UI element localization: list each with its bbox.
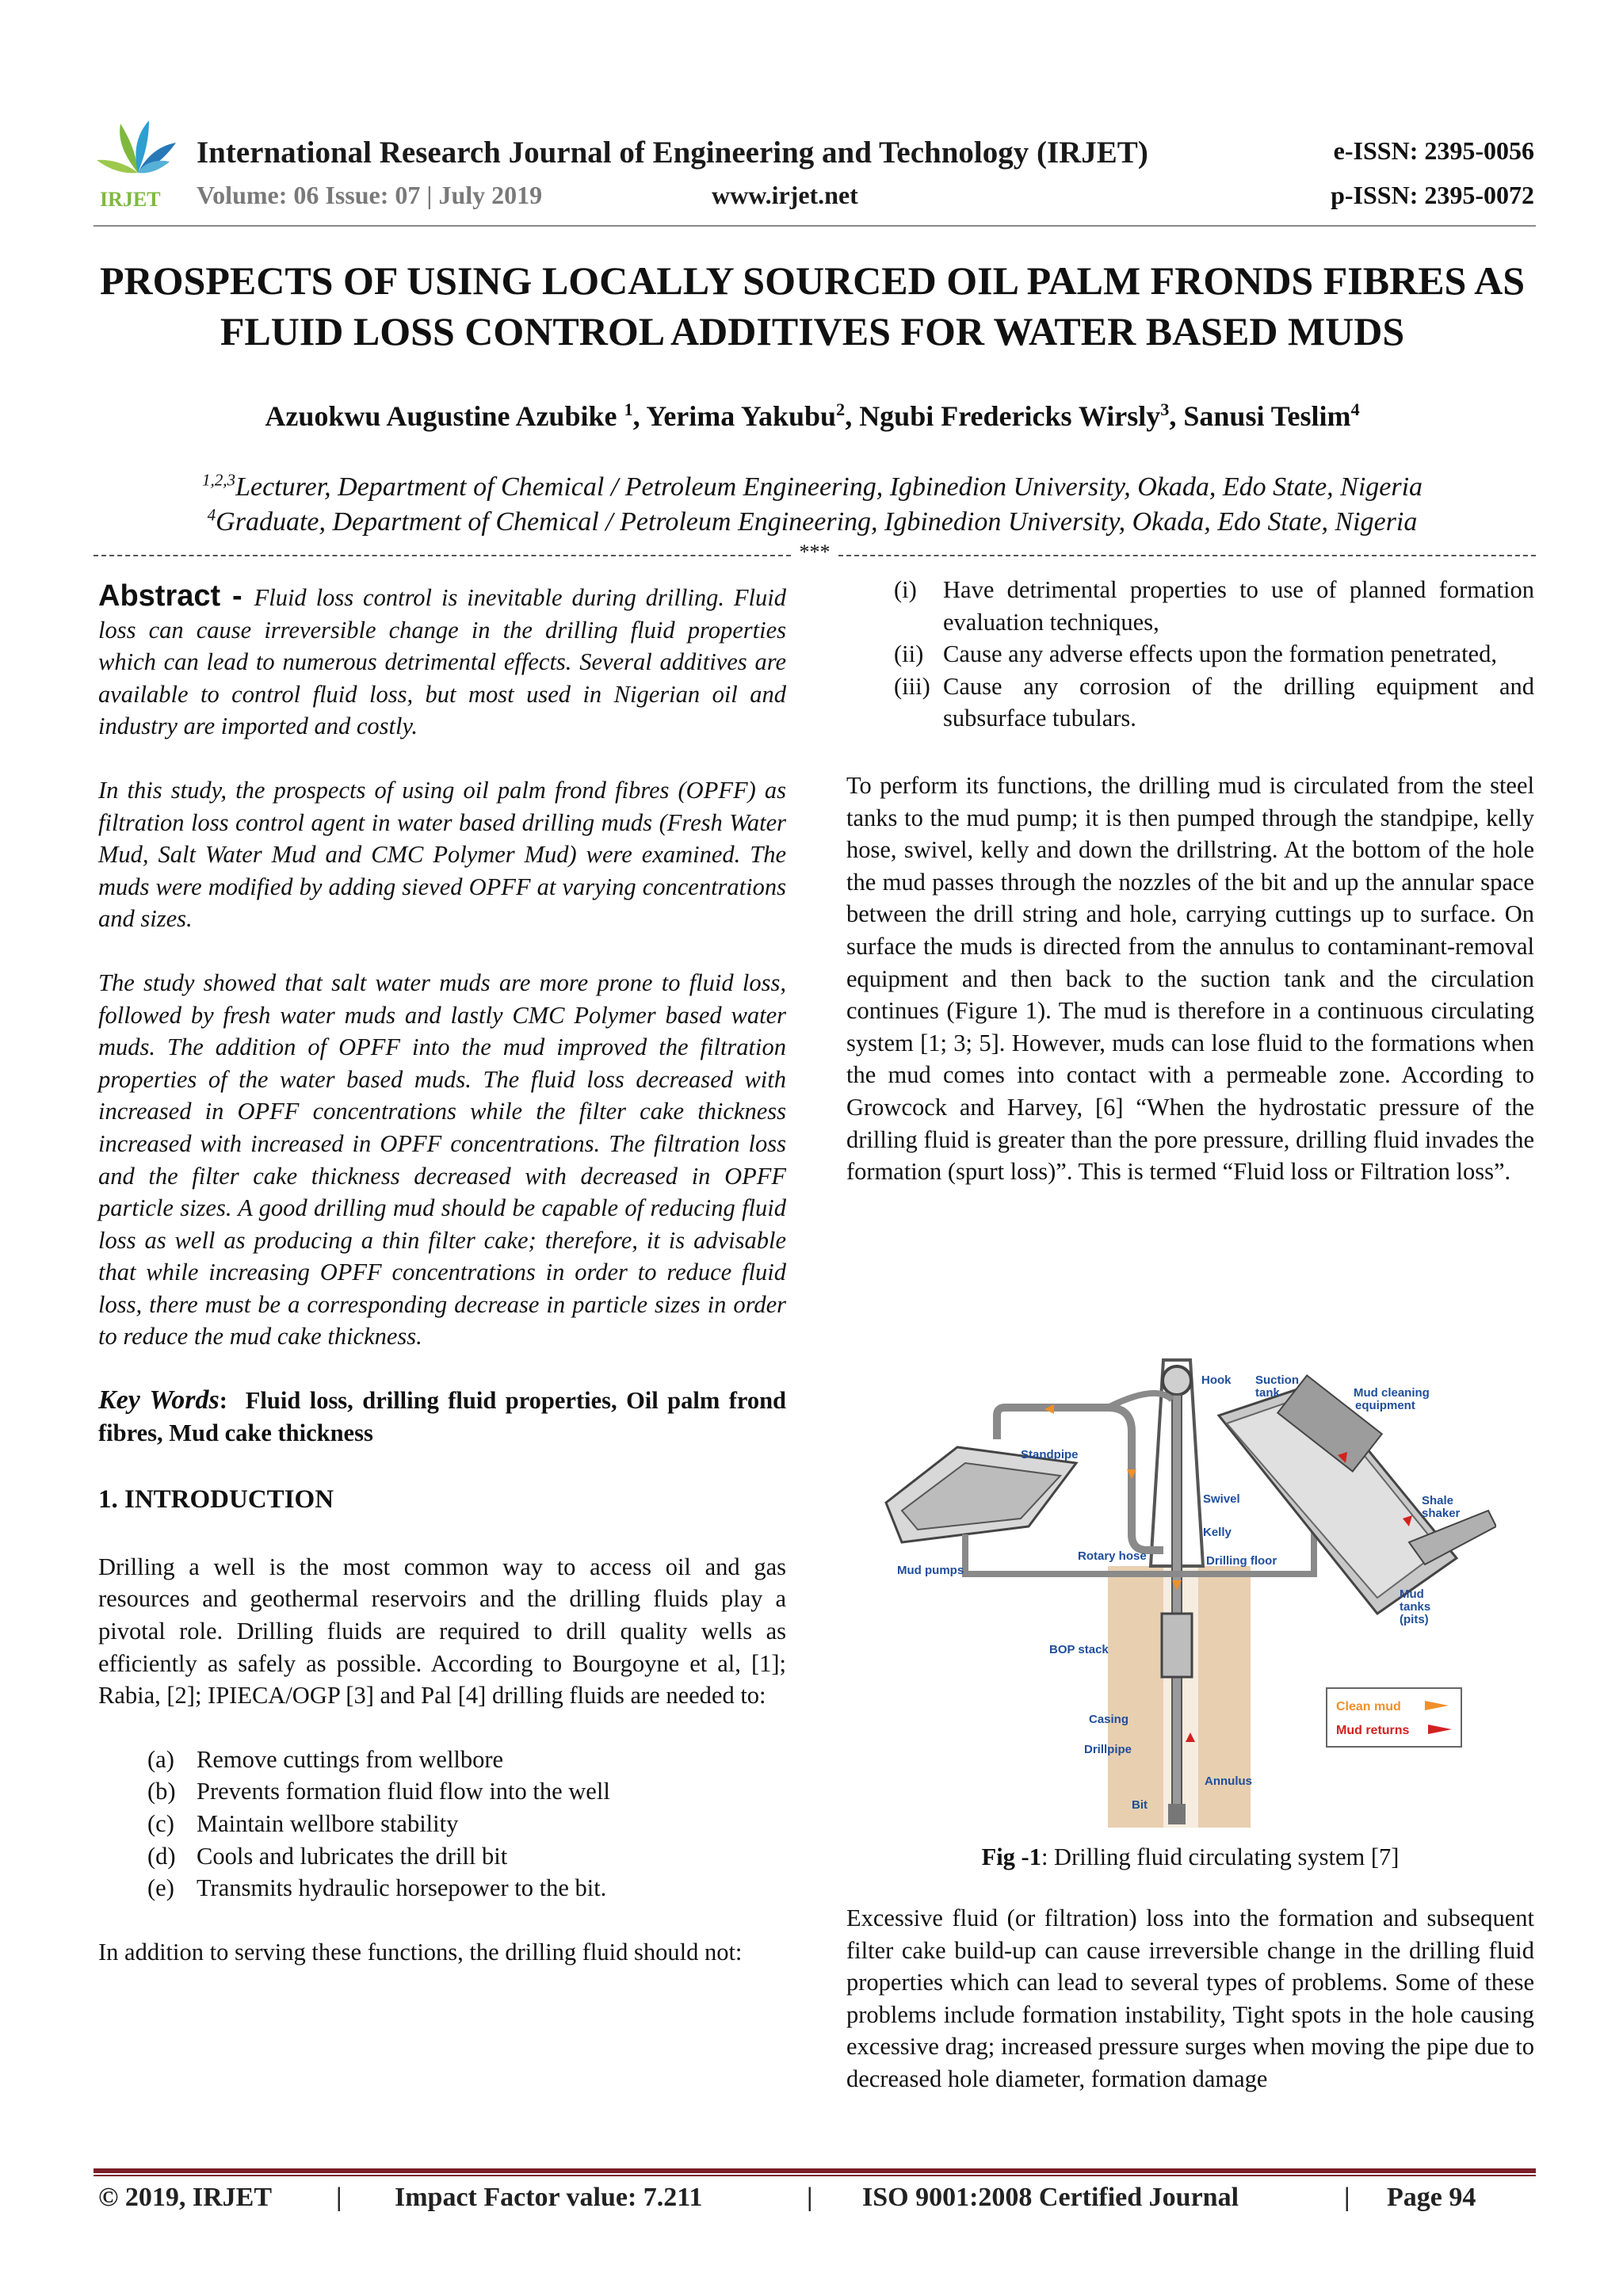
logo-leaves-icon — [97, 120, 176, 173]
p-issn: p-ISSN: 2395-0072 — [1331, 181, 1534, 209]
figure-legend — [1327, 1688, 1461, 1747]
paper-title — [87, 255, 1537, 357]
label-mud-tanks-1: Mud — [1400, 1587, 1424, 1601]
label-mud-cleaning-2: equipment — [1355, 1399, 1415, 1412]
author-3: Ngubi Fredericks Wirsly$^3$, — [859, 399, 1184, 432]
left-column — [98, 580, 786, 1968]
author-1: Azuokwu Augustine Azubike $^1$, — [265, 399, 647, 432]
label-casing: Casing — [1089, 1713, 1129, 1726]
title-line-2: FLUID LOSS CONTROL ADDITIVES FOR WATER BASED MUDS — [220, 309, 1405, 353]
label-shale-2: shaker — [1422, 1507, 1461, 1520]
footer-copyright: © 2019, IRJET — [98, 2183, 273, 2212]
abstract-p3: The study showed that salt water muds are more prone to fluid loss, followed by fresh water muds and lastly CMC Polymer based water muds. The addition of OPFF into the mud improved the filtration properties of the water based muds. The fluid loss decreased with increased in OPFF concentrations while the filter cake thickness increased with increased in OPFF concentrations. The filtration loss and the filter cake thickness decreased with decreased in OPFF particle sizes. A good drilling mud should be capable of reducing fluid loss as well as producing a thin filter cake; therefore, it is advisable that while increasing OPFF concentrations in order to reduce fluid loss, there must be a corresponding decrease in particle sizes in order to reduce the mud cake thickness. — [98, 968, 786, 1350]
title-line-1: PROSPECTS OF USING LOCALLY SOURCED OIL PALM FRONDS FIBRES AS — [99, 258, 1526, 303]
footer-rule-thin — [94, 2175, 1536, 2176]
footer-sep: | — [1344, 2183, 1350, 2212]
author-2: Yerima Yakubu$^2$, — [646, 399, 860, 432]
label-mud-tanks-3: (pits) — [1400, 1613, 1429, 1626]
label-mud-tanks-2: tanks — [1400, 1600, 1431, 1614]
affiliation-2: $^4$Graduate, Department of Chemical / Petroleum Engineering, Igbinedion University, Okada, Edo State, Nigeria — [207, 505, 1418, 537]
list-item: (b) Prevents formation fluid flow into the well — [147, 1778, 610, 1805]
abstract-p1: Abstract - Fluid loss control is inevitable during drilling. Fluid loss can cause irreversible change in the drilling fluid properties which can lead to numerous detrimental effects. Several additives are available to control fluid loss, but most used in Nigerian oil and industry are imported and costly. — [98, 579, 786, 740]
author-list — [87, 399, 1537, 433]
label-annulus: Annulus — [1205, 1775, 1252, 1788]
affiliation-1: $^{1,2,3}$Lecturer, Department of Chemical / Petroleum Engineering, Igbinedion University, Okada, Edo State, Nigeria — [201, 470, 1423, 502]
label-drilling-floor: Drilling floor — [1206, 1554, 1277, 1568]
filtration-loss-paragraph: Excessive fluid (or filtration) loss into the formation and subsequent filter cake build-up can cause irreversible change in the drilling fluid properties which can lead to several types of problems. Some of these problems include formation instability, Tight spots in the hole causing excessive drag; increased pressure surges when moving the pipe due to decreased hole diameter, formation damage — [846, 1904, 1534, 2092]
circulation-paragraph: To perform its functions, the drilling mud is circulated from the steel tanks to the mud pump; it is then pumped through the standpipe, kelly hose, swivel, kelly and down the drillstring. At the bottom of the hole the mud passes through the nozzles of the bit and up the annular space between the drill string and hole, carrying cuttings up to surface. On surface the muds is directed from the annulus to contaminant-removal equipment and then back to the suction tank and the circulation continues (Figure 1). The mud is therefore in a continuous circulating system [1; 3; 5]. However, muds can lose fluid to the formations when the mud comes into contact with a permeable zone. According to Growcock and Harvey, [6] “When the hydrostatic pressure of the drilling fluid is greater than the pore pressure, drilling fluid invades the formation (spurt loss)”. This is termed “Fluid loss or Filtration loss”. — [846, 771, 1534, 1186]
footer-rule — [94, 2168, 1536, 2173]
list-item: (e) Transmits hydraulic horsepower to the bit. — [147, 1874, 607, 1902]
drilling-circulation-diagram — [870, 1352, 1496, 1828]
footer-page-number: Page 94 — [1387, 2183, 1476, 2212]
label-mud-cleaning-1: Mud cleaning — [1354, 1386, 1430, 1400]
list-item: (i) Have detrimental properties to use of planned formation evaluation techniques, — [894, 576, 1534, 636]
journal-name: International Research Journal of Engineering and Technology (IRJET) — [197, 136, 1148, 170]
footer-iso: ISO 9001:2008 Certified Journal — [862, 2183, 1239, 2212]
author-4: Sanusi Teslim$^4$ — [1183, 399, 1360, 432]
mud-tanks — [1219, 1375, 1457, 1614]
intro-p1: Drilling a well is the most common way to access oil and gas resources and geothermal reservoirs and the drilling fluids play a pivotal role. Drilling fluids are required to drill quality wells as efficiently as safely as possible. According to Bourgoyne et al, [1]; Rabia, [2]; IPIECA/OGP [3] and Pal [4] drilling fluids are needed to: — [98, 1553, 786, 1710]
should-not-list — [846, 574, 1534, 735]
label-shale-1: Shale — [1422, 1494, 1454, 1507]
hook-block — [1163, 1366, 1191, 1395]
journal-website[interactable]: www.irjet.net — [712, 181, 858, 209]
section-separator: *** — [94, 544, 1536, 567]
abstract-p2: In this study, the prospects of using oil palm frond fibres (OPFF) as filtration loss control agent in water based drilling muds (Fresh Water Mud, Salt Water Mud and CMC Polymer Mud) were examined. The muds were modified by adding sieved OPFF at varying concentrations and sizes. — [98, 776, 786, 933]
label-hook: Hook — [1201, 1373, 1232, 1387]
footer-sep: | — [336, 2183, 342, 2212]
label-swivel: Swivel — [1203, 1492, 1240, 1506]
mud-pumps — [886, 1447, 1076, 1542]
irjet-logo — [94, 117, 182, 211]
footer-impact-factor: Impact Factor value: 7.211 — [395, 2183, 703, 2212]
volume-issue: Volume: 06 Issue: 07 | July 2019 — [197, 181, 543, 209]
header-divider — [94, 225, 1536, 227]
right-column-lower — [846, 1902, 1534, 2095]
legend-clean-mud: Clean mud — [1336, 1700, 1401, 1713]
footer-sep: | — [807, 2183, 813, 2212]
e-issn: e-ISSN: 2395-0056 — [1333, 136, 1534, 165]
drill-bit — [1168, 1804, 1186, 1824]
label-suction-tank-1: Suction — [1255, 1373, 1299, 1387]
abstract-heading: Abstract - — [98, 579, 254, 613]
label-bit: Bit — [1132, 1798, 1148, 1812]
list-item: (iii) Cause any corrosion of the drilling equipment and subsurface tubulars. — [894, 672, 1534, 732]
label-drillpipe: Drillpipe — [1084, 1743, 1132, 1756]
label-bop-stack: BOP stack — [1049, 1643, 1109, 1656]
list-item: (ii) Cause any adverse effects upon the formation penetrated, — [894, 640, 1497, 668]
bop-stack — [1162, 1614, 1192, 1677]
label-mud-pumps: Mud pumps — [897, 1564, 964, 1577]
keywords: Key Words: Fluid loss, drilling fluid properties, Oil palm frond fibres, Mud cake thickness — [98, 1385, 787, 1446]
functions-list — [98, 1744, 786, 1904]
introduction-heading: 1. INTRODUCTION — [98, 1485, 334, 1515]
intro-p2: In addition to serving these functions, the drilling fluid should not: — [98, 1938, 743, 1966]
label-rotary-hose: Rotary hose — [1078, 1549, 1147, 1563]
list-item: (a) Remove cuttings from wellbore — [147, 1745, 504, 1773]
label-kelly: Kelly — [1203, 1526, 1232, 1539]
label-standpipe: Standpipe — [1021, 1448, 1079, 1461]
drill-string — [1172, 1395, 1182, 1815]
right-column — [846, 576, 1534, 1188]
figure-caption: Fig -1: Drilling fluid circulating system [7] — [981, 1843, 1400, 1870]
svg-text:IRJET: IRJET — [100, 188, 161, 211]
label-suction-tank-2: tank — [1255, 1386, 1280, 1400]
list-item: (d) Cools and lubricates the drill bit — [147, 1842, 508, 1870]
legend-mud-returns: Mud returns — [1336, 1724, 1410, 1737]
list-item: (c) Maintain wellbore stability — [147, 1810, 459, 1837]
